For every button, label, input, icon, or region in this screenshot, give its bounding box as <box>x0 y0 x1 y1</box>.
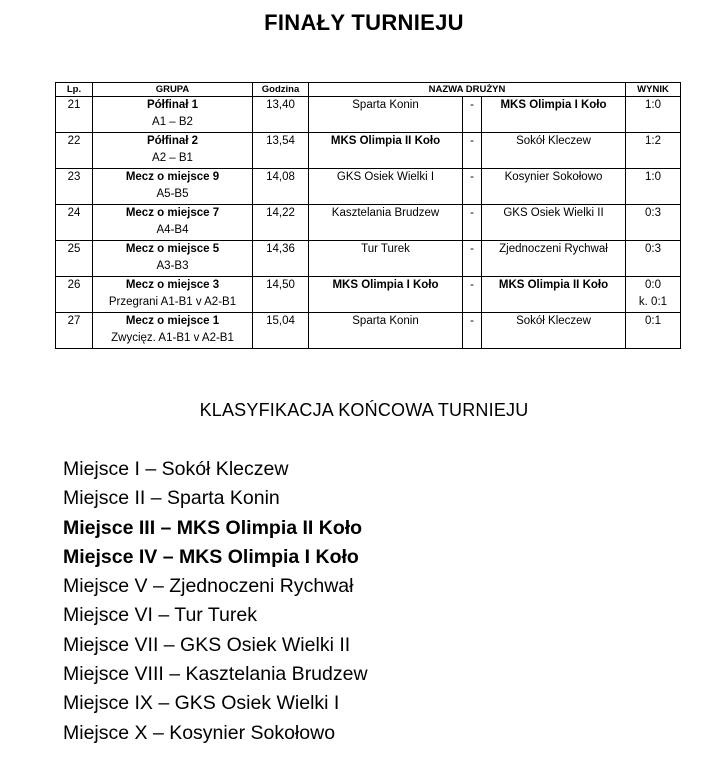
row-score <box>626 205 681 241</box>
team-home: MKS Olimpia I Koło <box>309 277 463 313</box>
score-value: 1:2 <box>645 135 661 147</box>
team-away: GKS Osiek Wielki II <box>482 205 626 241</box>
classification-list <box>63 455 368 748</box>
row-time: 13,40 <box>253 97 309 133</box>
ranking-item: Miejsce IX – GKS Osiek Wielki I <box>63 692 340 715</box>
group-name: Mecz o miejsce 9 <box>125 171 220 183</box>
group-pairing: A3-B3 <box>156 260 189 272</box>
team-home: Tur Turek <box>309 241 463 277</box>
table-row <box>56 133 681 169</box>
group-pairing: A2 – B1 <box>152 152 193 164</box>
team-separator: - <box>463 97 482 133</box>
header-wynik: WYNIK <box>626 83 681 97</box>
group-pairing: Zwycięz. A1-B1 v A2-B1 <box>111 332 234 344</box>
table-row <box>56 205 681 241</box>
row-time: 14,22 <box>253 205 309 241</box>
header-nazwa-druzyn: NAZWA DRUŻYN <box>309 83 626 97</box>
team-away: MKS Olimpia II Koło <box>482 277 626 313</box>
group-name: Półfinał 2 <box>146 135 199 147</box>
row-number: 23 <box>56 169 93 205</box>
team-away: Sokół Kleczew <box>482 133 626 169</box>
score-penalties: k. 0:1 <box>638 296 668 308</box>
team-away: Sokół Kleczew <box>482 313 626 349</box>
ranking-item: Miejsce V – Zjednoczeni Rychwał <box>63 575 354 598</box>
ranking-item: Miejsce II – Sparta Konin <box>63 487 280 510</box>
row-score <box>626 133 681 169</box>
row-number: 25 <box>56 241 93 277</box>
ranking-item: Miejsce I – Sokół Kleczew <box>63 458 289 480</box>
row-time: 13,54 <box>253 133 309 169</box>
score-value: 0:3 <box>645 243 661 255</box>
group-name: Mecz o miejsce 1 <box>125 315 220 327</box>
table-header-row <box>56 83 681 97</box>
team-separator: - <box>463 277 482 313</box>
row-number: 27 <box>56 313 93 349</box>
team-away: MKS Olimpia I Koło <box>482 97 626 133</box>
row-group <box>93 277 253 313</box>
ranking-item: Miejsce X – Kosynier Sokołowo <box>63 721 336 744</box>
table-row <box>56 277 681 313</box>
header-lp: Lp. <box>56 83 93 97</box>
group-name: Mecz o miejsce 3 <box>125 279 220 291</box>
score-value: 1:0 <box>645 99 661 111</box>
score-value: 1:0 <box>645 171 661 183</box>
score-value: 0:1 <box>645 315 661 327</box>
group-name: Mecz o miejsce 7 <box>125 207 220 219</box>
header-grupa: GRUPA <box>93 83 253 97</box>
group-pairing: A5-B5 <box>156 188 189 200</box>
team-separator: - <box>463 205 482 241</box>
page-title: FINAŁY TURNIEJU <box>264 10 464 35</box>
group-name: Półfinał 1 <box>146 99 199 111</box>
score-value: 0:0 <box>645 279 661 291</box>
group-pairing: Przegrani A1-B1 v A2-B1 <box>108 296 237 308</box>
row-number: 24 <box>56 205 93 241</box>
group-name: Mecz o miejsce 5 <box>125 243 220 255</box>
team-separator: - <box>463 313 482 349</box>
header-godzina: Godzina <box>253 83 309 97</box>
row-score <box>626 169 681 205</box>
team-home: GKS Osiek Wielki I <box>309 169 463 205</box>
team-home: MKS Olimpia II Koło <box>309 133 463 169</box>
team-separator: - <box>463 133 482 169</box>
team-away: Zjednoczeni Rychwał <box>482 241 626 277</box>
group-pairing: A1 – B2 <box>152 116 193 128</box>
team-home: Sparta Konin <box>309 97 463 133</box>
row-time: 14,50 <box>253 277 309 313</box>
row-time: 14,36 <box>253 241 309 277</box>
row-score <box>626 97 681 133</box>
ranking-item: Miejsce IV – MKS Olimpia I Koło <box>63 545 359 568</box>
team-away: Kosynier Sokołowo <box>482 169 626 205</box>
row-score <box>626 241 681 277</box>
ranking-item: Miejsce VIII – Kasztelania Brudzew <box>63 663 368 686</box>
row-group <box>93 133 253 169</box>
row-time: 15,04 <box>253 313 309 349</box>
group-pairing: A4-B4 <box>156 224 189 236</box>
score-value: 0:3 <box>645 207 661 219</box>
row-number: 21 <box>56 97 93 133</box>
team-separator: - <box>463 241 482 277</box>
row-number: 22 <box>56 133 93 169</box>
table-row <box>56 313 681 349</box>
table-row <box>56 169 681 205</box>
row-time: 14,08 <box>253 169 309 205</box>
row-score <box>626 313 681 349</box>
table-row <box>56 97 681 133</box>
team-home: Sparta Konin <box>309 313 463 349</box>
row-score <box>626 277 681 313</box>
team-home: Kasztelania Brudzew <box>309 205 463 241</box>
row-group <box>93 97 253 133</box>
team-separator: - <box>463 169 482 205</box>
row-group <box>93 205 253 241</box>
ranking-item: Miejsce III – MKS Olimpia II Koło <box>63 516 363 539</box>
row-group <box>93 169 253 205</box>
table-row <box>56 241 681 277</box>
classification-title: KLASYFIKACJA KOŃCOWA TURNIEJU <box>199 400 529 420</box>
results-table <box>55 82 681 349</box>
row-group <box>93 313 253 349</box>
row-group <box>93 241 253 277</box>
row-number: 26 <box>56 277 93 313</box>
ranking-item: Miejsce VI – Tur Turek <box>63 604 257 627</box>
ranking-item: Miejsce VII – GKS Osiek Wielki II <box>63 633 351 656</box>
